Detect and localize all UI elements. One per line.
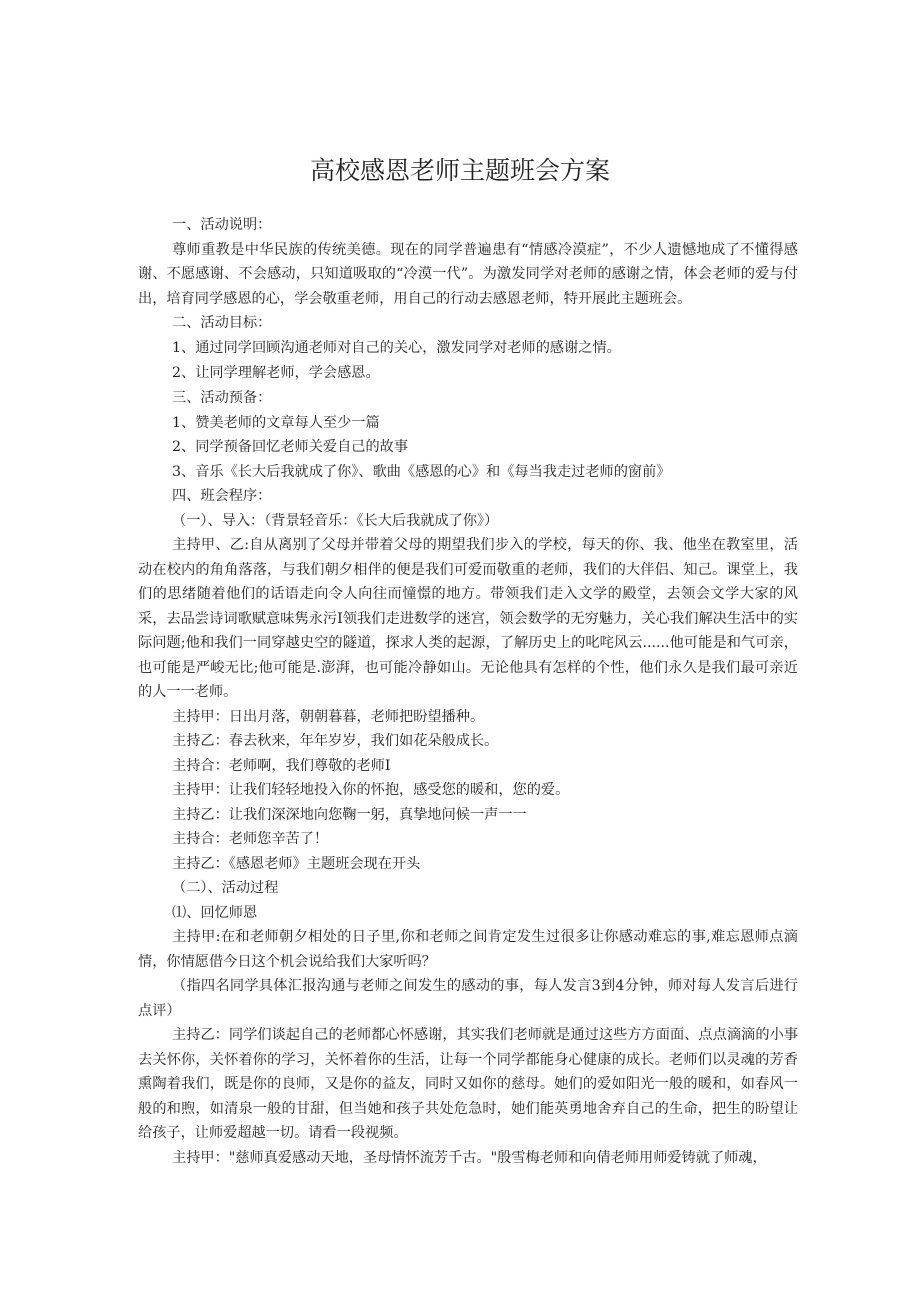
section-heading: 三、活动预备： <box>172 390 272 406</box>
paragraph: 尊师重教是中华民族的传统美德。现在的同学普遍患有“情感冷漠症”，不少人遗憾地成了不懂得感谢、不愿感谢、不会感动，只知道吸取的“冷漠一代”。为激发同学对老师的感谢之情，体会老师的爱与付出，培育同学感恩的心，学会敬重老师，用自己的行动去感恩老师，特开展此主题班会。 <box>138 241 798 307</box>
paragraph: 主持甲："慈师真爱感动天地，圣母情怀流芳千古。"殷雪梅老师和向倩老师用师爱铸就了师魂， <box>172 1149 767 1166</box>
dialogue-line: 主持乙：春去秋来，年年岁岁，我们如花朵般成长。 <box>172 733 499 749</box>
paragraph: （指四名同学具体汇报沟通与老师之间发生的感动的事，每人发言3到4分钟，师对每人发言后进行点评） <box>138 978 798 1019</box>
list-item: 2、同学预备回忆老师关爱自己的故事 <box>172 439 409 455</box>
list-item: 3、音乐《长大后我就成了你》、歌曲《感恩的心》和《每当我走过老师的窗前》 <box>172 463 671 480</box>
list-item: 1、通过同学回顾沟通老师对自己的关心，激发同学对老师的感谢之情。 <box>172 340 621 356</box>
document-body <box>138 213 798 1170</box>
subsection-heading: （一）、导入：（背景轻音乐：《长大后我就成了你》） <box>172 512 499 529</box>
dialogue-line: 主持合：老师啊，我们尊敬的老师I <box>172 757 391 774</box>
subsection-heading: （二）、活动过程 <box>172 880 279 896</box>
dialogue-line: 主持乙：让我们深深地向您鞠一躬，真挚地问候一声一一 <box>172 806 527 823</box>
section-heading: 二、活动目标： <box>172 315 272 331</box>
subsection-heading: ⑴、回忆师恩 <box>172 904 258 921</box>
paragraph: 主持甲、乙:自从离别了父母并带着父母的期望我们步入的学校，每天的你、我、他坐在教室里，活动在校内的角角落落，与我们朝夕相伴的便是我们可爱而敬重的老师，我们的大伴侣、知己。课堂上，我们的思绪随着他们的话语走向令人向往而憧憬的地方。带领我们走入文学的殿堂，去领会文学大家的风采，去品尝诗词歌赋意味隽永污I领我们走进数学的迷宫，领会数学的无穷魅力，关心我们解决生活中的实际问题;他和我们一同穿越史空的隧道，探求人类的起源，了解历史上的叱咤风云......他可能是和气可亲，也可能是严峻无比;他可能是.澎湃，也可能冷静如山。无论他具有怎样的个性，他们永久是我们最可亲近的人一一老师。 <box>138 537 798 700</box>
dialogue-line: 主持甲：让我们轻轻地投入你的怀抱，感受您的暖和，您的爱。 <box>172 782 570 798</box>
dialogue-line: 主持乙：《感恩老师》主题班会现在开头 <box>172 855 421 872</box>
section-heading: 一、活动说明： <box>172 217 272 233</box>
section-heading: 四、班会程序： <box>172 488 272 504</box>
paragraph: 主持乙：同学们谈起自己的老师都心怀感谢，其实我们老师就是通过这些方方面面、点点滴滴的小事去关怀你，关怀着你的学习，关怀着你的生活，让每一个同学都能身心健康的成长。老师们以灵魂的芳香熏陶着我们，既是你的良师，又是你的益友，同时又如你的慈母。她们的爱如阳光一般的暖和，如春风一般的和煦，如清泉一般的甘甜，但当她和孩子共处危急时，她们能英勇地舍弃自己的生命，把生的盼望让给孩子，让师爱超越一切。请看一段视频。 <box>138 1027 798 1141</box>
list-item: 1、赞美老师的文章每人至少一篇 <box>172 414 380 431</box>
paragraph: 主持甲:在和老师朝夕相处的日子里,你和老师之间肯定发生过很多让你感动难忘的事,难忘恩师点滴情，你情愿借今日这个机会说给我们大家听吗？ <box>138 929 798 970</box>
dialogue-line: 主持合：老师您辛苦了！ <box>172 831 329 847</box>
document-title: 高校感恩老师主题班会方案 <box>309 156 610 185</box>
list-item: 2、让同学理解老师，学会感恩。 <box>172 365 380 381</box>
dialogue-line: 主持甲：日出月落，朝朝暮暮，老师把盼望播种。 <box>172 708 485 725</box>
